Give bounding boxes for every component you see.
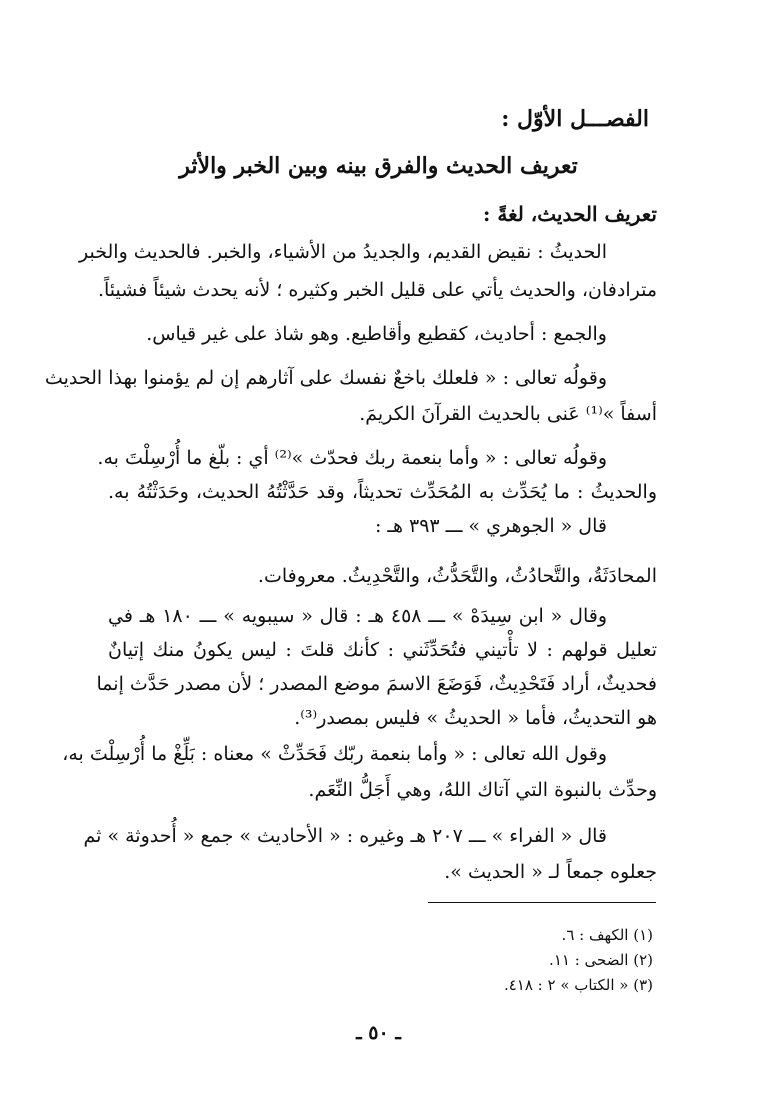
body-line-1: الحديثُ : نقيض القديم، والجديدُ من الأشياء، والخبر. فالحديث والخبر bbox=[79, 241, 607, 263]
body-line-5: أسفاً »⁽¹⁾ عَنى بالحديث القرآنَ الكريمَ. bbox=[359, 403, 657, 425]
page-number: ـ ٥٠ ـ bbox=[356, 1022, 401, 1044]
body-line-10: وقال « ابن سِيدَهْ » ـــ ٤٥٨ هـ : قال « سيبويه » ـــ ١٨٠ هـ في bbox=[108, 605, 607, 627]
body-line-12: فحديثٌ، أراد فَتَحْدِيثٌ، فَوَضَعَ الاسمَ موضع المصدر ؛ لأن مصدر حَدَّث إنما bbox=[96, 673, 657, 695]
body-line-7: والحديثُ : ما يُحَدِّث به المُحَدِّث تحديثاً، وقد حَدَّثْتُهُ الحديث، وحَدَثْتُهُ به. bbox=[108, 481, 657, 503]
footnote-2: (٢) الضحى : ١١. bbox=[549, 951, 653, 969]
body-line-2: مترادفان، والحديث يأتي على قليل الخبر وكثيره ؛ لأنه يحدث شيئاً فشيئاً. bbox=[97, 279, 657, 301]
body-line-17: جعلوه جمعاً لـ « الحديث ». bbox=[444, 861, 657, 883]
body-line-14: وقول الله تعالى : « وأما بنعمة ربّك فَحَدِّثْ » معناه : بَلِّغْ ما أُرْسِلْتَ به، bbox=[62, 743, 607, 765]
body-line-13: هو التحديثُ، فأما « الحديثُ » فليس بمصدر⁽³⁾. bbox=[294, 707, 657, 729]
footnote-3: (٣) « الكتاب » ٢ : ٤١٨. bbox=[503, 976, 653, 994]
body-line-16: قال « الفراء » ـــ ٢٠٧ هـ وغيره : « الأحاديث » جمع « أُحدوثة » ثم bbox=[83, 825, 607, 847]
body-line-15: وحدِّث بالنبوة التي آتاك اللهُ، وهي أَجَلُّ النِّعَم. bbox=[308, 779, 657, 801]
section-heading: تعريف الحديث، لغةً : bbox=[483, 202, 657, 226]
body-line-6: وقولُه تعالى : « وأما بنعمة ربك فحدّث »⁽²⁾ أي : بلّغ ما أُرْسِلْتَ به. bbox=[97, 447, 607, 469]
body-line-9: المحادَثَةُ، والتَّحادُثُ، والتَّحَدُّثُ، والتَّحْدِيثُ. معروفات. bbox=[257, 565, 657, 587]
chapter-heading: الفصـــل الأوّل : bbox=[501, 106, 649, 132]
footnote-separator bbox=[428, 902, 656, 903]
body-line-3: والجمع : أحاديث، كقطيع وأقاطيع. وهو شاذ على غير قياس. bbox=[146, 323, 607, 345]
body-line-11: تعليل قولهم : لا تأْتيني فتُحَدِّثَني : كأنك قلتَ : ليس يكونُ منك إتيانٌ bbox=[108, 639, 657, 661]
chapter-title: تعريف الحديث والفرق بينه وبين الخبر والأثر bbox=[179, 153, 578, 179]
body-line-4: وقولُه تعالى : « فلعلك باخعٌ نفسك على آثارهم إن لم يؤمنوا بهذا الحديث bbox=[44, 367, 607, 389]
body-line-8: قال « الجوهري » ـــ ٣٩٣ هـ : bbox=[374, 515, 607, 537]
footnote-1: (١) الكهف : ٦. bbox=[561, 926, 653, 944]
